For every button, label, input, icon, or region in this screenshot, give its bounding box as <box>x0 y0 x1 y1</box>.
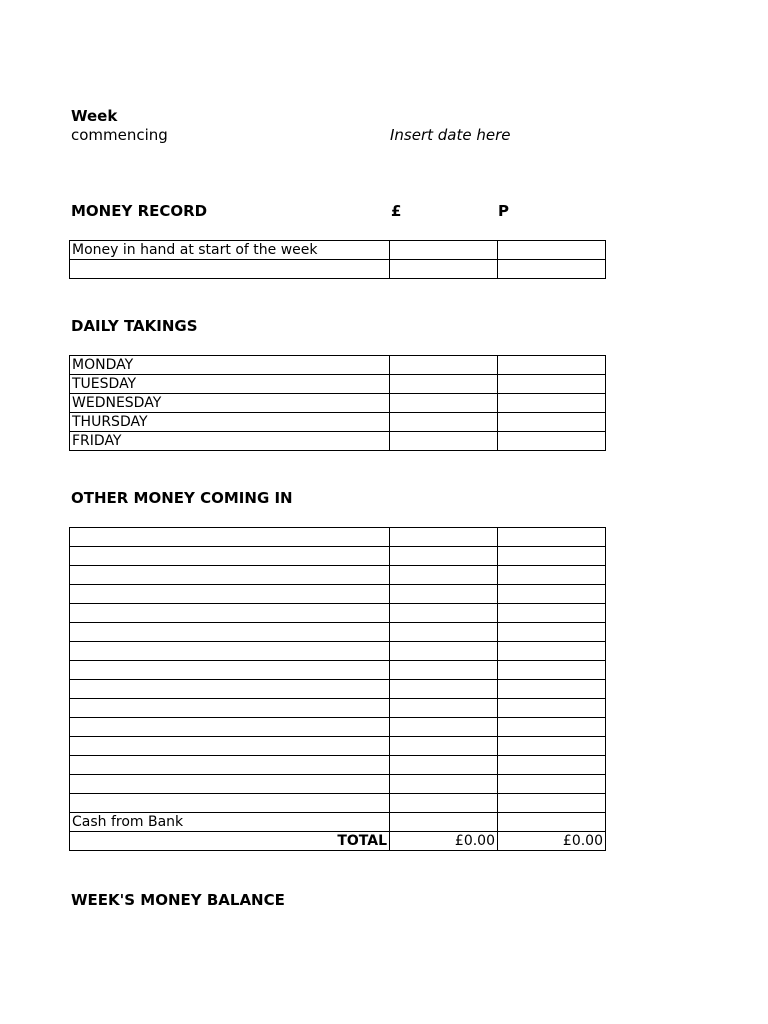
pence-cell[interactable] <box>498 794 606 813</box>
pounds-cell[interactable] <box>390 680 498 699</box>
table-row <box>70 394 606 413</box>
table-row <box>70 794 606 813</box>
pounds-cell[interactable] <box>390 375 498 394</box>
pounds-column-header: £ <box>391 202 402 220</box>
day-label: THURSDAY <box>70 413 390 432</box>
row-label[interactable] <box>70 260 390 279</box>
money-record-heading: MONEY RECORD <box>71 202 208 220</box>
total-pence: £0.00 <box>498 832 606 851</box>
pence-cell[interactable] <box>498 375 606 394</box>
pounds-cell[interactable] <box>390 756 498 775</box>
pounds-cell[interactable] <box>390 413 498 432</box>
income-source-cell[interactable] <box>70 623 390 642</box>
pence-cell[interactable] <box>498 661 606 680</box>
income-source-cell[interactable] <box>70 737 390 756</box>
daily-takings-table <box>69 355 606 451</box>
table-row <box>70 775 606 794</box>
income-source-cell[interactable] <box>70 756 390 775</box>
income-source-cell[interactable] <box>70 642 390 661</box>
day-label: WEDNESDAY <box>70 394 390 413</box>
pounds-cell[interactable] <box>390 394 498 413</box>
daily-takings-heading: DAILY TAKINGS <box>71 317 198 335</box>
table-row <box>70 680 606 699</box>
table-row <box>70 528 606 547</box>
pence-cell[interactable] <box>498 737 606 756</box>
pounds-cell[interactable] <box>390 604 498 623</box>
table-row <box>70 756 606 775</box>
row-label: Money in hand at start of the week <box>70 241 390 260</box>
day-label: FRIDAY <box>70 432 390 451</box>
day-label: TUESDAY <box>70 375 390 394</box>
date-input[interactable]: Insert date here <box>390 126 511 144</box>
money-record-table <box>69 240 606 279</box>
income-source-cell[interactable] <box>70 566 390 585</box>
pence-cell[interactable] <box>498 394 606 413</box>
pence-cell[interactable] <box>498 432 606 451</box>
table-row <box>70 566 606 585</box>
pence-cell[interactable] <box>498 718 606 737</box>
total-pounds: £0.00 <box>390 832 498 851</box>
pence-cell[interactable] <box>498 604 606 623</box>
pounds-cell[interactable] <box>390 737 498 756</box>
table-row <box>70 737 606 756</box>
pence-cell[interactable] <box>498 813 606 832</box>
pence-cell[interactable] <box>498 585 606 604</box>
income-source-cell[interactable] <box>70 547 390 566</box>
pounds-cell[interactable] <box>390 547 498 566</box>
day-label: MONDAY <box>70 356 390 375</box>
table-row <box>70 432 606 451</box>
income-source-cell[interactable] <box>70 718 390 737</box>
pence-cell[interactable] <box>498 356 606 375</box>
table-row <box>70 260 606 279</box>
pence-cell[interactable] <box>498 775 606 794</box>
money-balance-heading: WEEK'S MONEY BALANCE <box>71 891 285 909</box>
pounds-cell[interactable] <box>390 642 498 661</box>
table-row <box>70 547 606 566</box>
table-row <box>70 375 606 394</box>
pounds-cell[interactable] <box>390 813 498 832</box>
table-row <box>70 813 606 832</box>
pence-cell[interactable] <box>498 756 606 775</box>
pence-cell[interactable] <box>498 699 606 718</box>
other-money-heading: OTHER MONEY COMING IN <box>71 489 293 507</box>
pounds-cell[interactable] <box>390 432 498 451</box>
pounds-cell[interactable] <box>390 661 498 680</box>
pounds-cell[interactable] <box>390 566 498 585</box>
income-source-cell[interactable] <box>70 604 390 623</box>
table-row <box>70 356 606 375</box>
table-row <box>70 241 606 260</box>
pence-cell[interactable] <box>498 623 606 642</box>
table-row <box>70 661 606 680</box>
pence-cell[interactable] <box>498 413 606 432</box>
table-row <box>70 718 606 737</box>
income-source-cell[interactable] <box>70 585 390 604</box>
income-source-cell[interactable] <box>70 661 390 680</box>
table-row <box>70 604 606 623</box>
pounds-cell[interactable] <box>390 794 498 813</box>
week-label: Week <box>71 107 118 125</box>
commencing-label: commencing <box>71 126 168 144</box>
pence-column-header: P <box>498 202 509 220</box>
pence-cell[interactable] <box>498 680 606 699</box>
table-row <box>70 699 606 718</box>
pounds-cell[interactable] <box>390 241 498 260</box>
income-source-cell[interactable]: Cash from Bank <box>70 813 390 832</box>
income-source-cell[interactable] <box>70 680 390 699</box>
total-row <box>70 832 606 851</box>
table-row <box>70 642 606 661</box>
other-money-table <box>69 527 606 851</box>
table-row <box>70 585 606 604</box>
pence-cell[interactable] <box>498 260 606 279</box>
income-source-cell[interactable] <box>70 794 390 813</box>
income-source-cell[interactable] <box>70 528 390 547</box>
table-row <box>70 413 606 432</box>
pounds-cell[interactable] <box>390 585 498 604</box>
income-source-cell[interactable] <box>70 699 390 718</box>
pounds-cell[interactable] <box>390 775 498 794</box>
pence-cell[interactable] <box>498 547 606 566</box>
pounds-cell[interactable] <box>390 260 498 279</box>
pence-cell[interactable] <box>498 241 606 260</box>
income-source-cell[interactable] <box>70 775 390 794</box>
pence-cell[interactable] <box>498 528 606 547</box>
pounds-cell[interactable] <box>390 623 498 642</box>
pounds-cell[interactable] <box>390 528 498 547</box>
pounds-cell[interactable] <box>390 718 498 737</box>
total-label: TOTAL <box>70 832 390 851</box>
pounds-cell[interactable] <box>390 356 498 375</box>
pence-cell[interactable] <box>498 642 606 661</box>
pounds-cell[interactable] <box>390 699 498 718</box>
pence-cell[interactable] <box>498 566 606 585</box>
table-row <box>70 623 606 642</box>
